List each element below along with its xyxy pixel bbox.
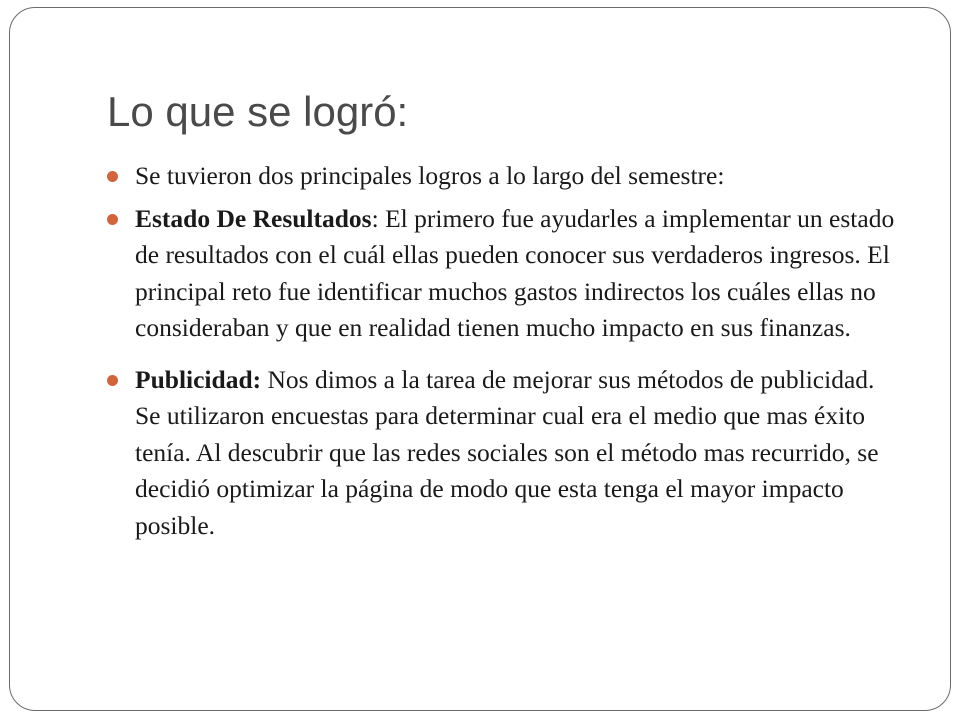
bullet-lead: Publicidad:	[135, 364, 262, 394]
bullet-lead: Estado De Resultados	[135, 203, 372, 233]
bullet-text: Nos dimos a la tarea de mejorar sus métodos de publicidad. Se utilizaron encuestas para determinar cual era el medio que mas éxito tenía. Al descubrir que las redes sociales son el método mas recurrido, se decidió optimizar la página de modo que esta tenga el mayor impacto posible.	[135, 364, 879, 540]
bullet-item-publicidad	[105, 362, 905, 545]
bullet-dot-icon	[107, 214, 118, 225]
bullet-item-logros	[105, 158, 905, 195]
slide-title: Lo que se logró:	[107, 88, 409, 135]
bullet-text: Se tuvieron dos principales logros a lo largo del semestre:	[135, 161, 725, 190]
bullet-dot-icon	[107, 171, 118, 182]
bullet-item-estado-de-resultados	[105, 201, 905, 347]
bullet-text: : El primero fue ayudarles a implementar un estado de resultados con el cuál ellas pueden conocer sus verdaderos ingresos. El principal reto fue identificar muchos gastos indirectos los cuáles ellas no consideraban y que en realidad tienen mucho impacto en sus finanzas.	[135, 203, 895, 342]
bullet-list	[105, 158, 905, 544]
bullet-dot-icon	[107, 375, 118, 386]
